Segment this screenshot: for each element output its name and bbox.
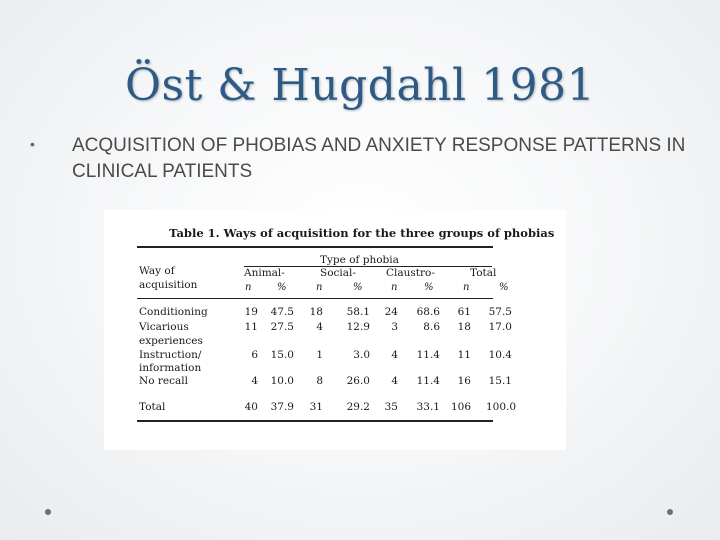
header-type-of-phobia: Type of phobia <box>320 254 399 266</box>
sub-n-total: n <box>463 282 470 293</box>
group-total: Total <box>470 267 497 279</box>
table-cell: 100.0 <box>486 401 517 413</box>
slide-title: Öst & Hugdahl 1981 <box>124 60 596 111</box>
table-cell: 6 <box>251 349 258 361</box>
row-label: No recall <box>139 375 188 387</box>
table-cell: 24 <box>384 306 398 318</box>
bullet-text: ACQUISITION OF PHOBIAS AND ANXIETY RESPONSE PATTERNS IN CLINICAL PATIENTS <box>72 135 686 182</box>
table-cell: 11 <box>244 321 258 333</box>
table-cell: 3 <box>391 321 398 333</box>
table-cell: 4 <box>251 375 258 387</box>
table-cell: 8 <box>316 375 323 387</box>
header-way-line1: Way of <box>139 265 175 277</box>
table-cell: 17.0 <box>488 321 512 333</box>
group-animal: Animal- <box>244 267 285 279</box>
sub-pct-total: % <box>499 282 509 293</box>
sub-n-claustro: n <box>391 282 398 293</box>
table-cell: 8.6 <box>423 321 440 333</box>
header-way-line2: acquisition <box>139 279 198 291</box>
table-cell: 40 <box>244 401 258 413</box>
sub-pct-claustro: % <box>424 282 434 293</box>
sub-n-animal: n <box>245 282 252 293</box>
table-cell: 47.5 <box>270 306 294 318</box>
group-claustro: Claustro- <box>386 267 435 279</box>
table-cell: 57.5 <box>488 306 512 318</box>
table-cell: 4 <box>391 349 398 361</box>
row-label: Total <box>139 401 166 413</box>
acquisition-table <box>104 210 566 450</box>
table-cell: 58.1 <box>346 306 370 318</box>
table-cell: 4 <box>316 321 323 333</box>
table-cell: 35 <box>384 401 398 413</box>
row-label: Conditioning <box>139 306 208 318</box>
table-cell: 11 <box>457 349 471 361</box>
table-cell: 12.9 <box>346 321 370 333</box>
table-cell: 15.1 <box>488 375 512 387</box>
corner-dot-right <box>667 509 673 515</box>
table-cell: 29.2 <box>346 401 370 413</box>
table-cell: 4 <box>391 375 398 387</box>
table-cell: 10.0 <box>270 375 294 387</box>
table-cell: 33.1 <box>416 401 440 413</box>
row-label: Instruction/ <box>139 349 202 361</box>
table-cell: 1 <box>316 349 323 361</box>
table-cell: 15.0 <box>270 349 294 361</box>
row-label: experiences <box>139 335 203 347</box>
group-social: Social- <box>320 267 356 279</box>
table-cell: 19 <box>244 306 258 318</box>
table-cell: 16 <box>457 375 471 387</box>
sub-n-social: n <box>316 282 323 293</box>
table-cell: 11.4 <box>416 349 440 361</box>
sub-pct-animal: % <box>277 282 287 293</box>
sub-pct-social: % <box>353 282 363 293</box>
table-cell: 37.9 <box>270 401 294 413</box>
table-cell: 18 <box>457 321 471 333</box>
bullet-marker: • <box>30 136 35 152</box>
table-bottom-rule <box>137 420 493 422</box>
table-top-rule <box>137 246 493 248</box>
table-cell: 106 <box>450 401 471 413</box>
table-cell: 3.0 <box>353 349 370 361</box>
table-cell: 18 <box>309 306 323 318</box>
table-cell: 31 <box>309 401 323 413</box>
header-bottom-rule <box>137 298 493 299</box>
table-caption: Table 1. Ways of acquisition for the three groups of phobias <box>169 226 555 240</box>
table-cell: 10.4 <box>488 349 512 361</box>
table-cell: 26.0 <box>346 375 370 387</box>
row-label: Vicarious <box>139 321 189 333</box>
row-label: information <box>139 362 202 374</box>
table-cell: 11.4 <box>416 375 440 387</box>
table-cell: 68.6 <box>416 306 440 318</box>
table-cell: 61 <box>457 306 471 318</box>
table-cell: 27.5 <box>270 321 294 333</box>
corner-dot-left <box>45 509 51 515</box>
